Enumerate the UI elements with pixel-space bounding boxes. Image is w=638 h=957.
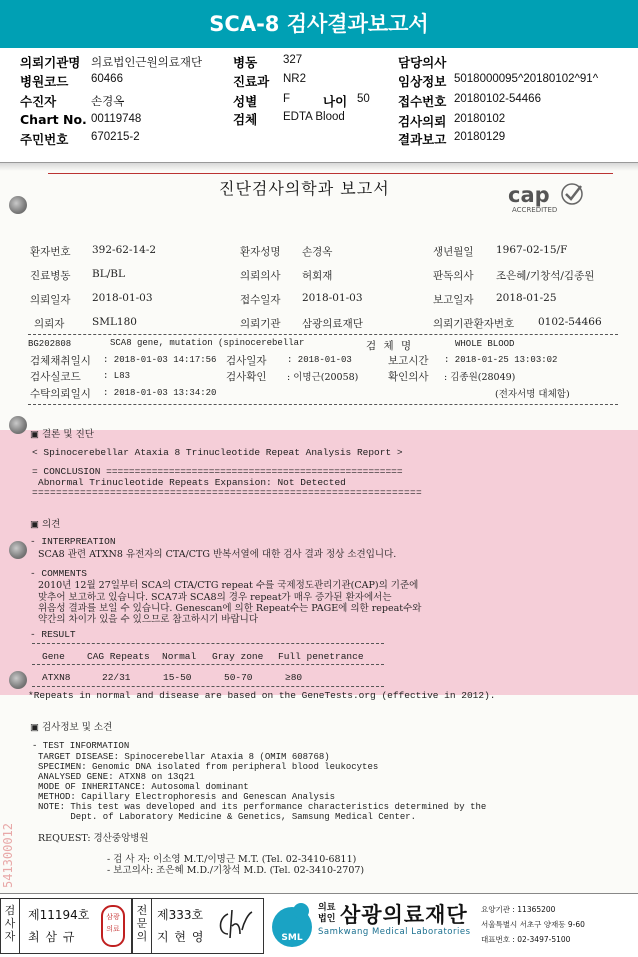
svg-text:541300012: 541300012 (1, 822, 15, 888)
section-conclusion-diagnosis: ▣ 결론 및 진단 (30, 429, 94, 440)
comments-header: - COMMENTS (30, 568, 88, 579)
svg-text:SML: SML (281, 933, 303, 943)
result-table-bottom-rule (32, 686, 384, 687)
svg-text:의료: 의료 (106, 925, 120, 933)
label-entrust-time: 수탁의뢰일시 (30, 388, 91, 400)
section-test-info: ▣ 검사정보 및 소견 (30, 722, 113, 733)
label-receipt-date: 접수일자 (240, 294, 281, 306)
contact-line: 요양기관 : 11365200 (481, 905, 556, 914)
label-patient: 수진자 (20, 94, 57, 109)
label-confirm-doctor: 확인의사 (388, 371, 429, 383)
result-col-header: Gray zone (212, 651, 264, 662)
value-request-date: 2018-01-03 (92, 292, 153, 304)
value-report-date: 20180129 (454, 131, 506, 143)
analysis-report-title: < Spinocerebellar Ataxia 8 Trinucleotide Repeat Analysis Report > (32, 447, 403, 458)
result-col-header: Normal (162, 651, 197, 662)
label-test-confirm: 검사확인 (226, 371, 267, 383)
org-contact-info (481, 902, 585, 947)
repeat-footnote: *Repeats in normal and disease are based on the GeneTests.org (effective in 2012). (28, 690, 496, 701)
test-info-line: Dept. of Laboratory Medicine & Genetics, Samsung Medical Center. (38, 812, 417, 822)
reporter-line: - 보고의사: 조은혜 M.D./기창석 M.D. (Tel. 02-3410-2707) (107, 865, 365, 876)
value-ward: BL/BL (92, 268, 125, 280)
value-entrust-time: : 2018-01-03 13:34:20 (103, 388, 217, 398)
label-chart-no: Chart No. (20, 112, 87, 127)
electronic-signature-note: (전자서명 대체함) (495, 389, 570, 400)
examiner-name: 최 삼 규 (28, 930, 76, 944)
scan-shadow (0, 163, 638, 171)
result-col-header: Full penetrance (278, 651, 364, 662)
label-birth-date: 생년월일 (433, 246, 474, 258)
interpretation-text: SCA8 관련 ATXN8 유전자의 CTA/CTG 반복서열에 대한 검사 결과 정상 소견입니다. (38, 549, 397, 560)
value-requesting-institution: 삼광의료재단 (302, 318, 363, 330)
value-reading-doctor: 조은혜/기창석/김종원 (496, 270, 595, 282)
contact-line: 서울특별시 서초구 양재동 9-60 (481, 920, 585, 929)
test-info-line: TARGET DISEASE: Spinocerebellar Ataxia 8 (OMIM 608768) (38, 752, 330, 762)
label-institution-patient-no: 의뢰기관환자번호 (433, 318, 515, 330)
org-name: 삼광의료재단 (340, 903, 468, 927)
binder-hole (9, 671, 27, 689)
value-report-time: : 2018-01-25 13:03:02 (444, 355, 558, 365)
label-age: 나이 (323, 94, 348, 109)
comments-line: 맞추어 보고하고 있습니다. SCA7과 SCA8의 경우 repeat가 매우 증가된 환자에서는 (38, 592, 392, 603)
org-prefix-line: 법인 (318, 914, 336, 924)
conclusion-text: Abnormal Trinucleotide Repeats Expansion: Not Detected (38, 477, 346, 488)
label-test-date: 검사일자 (226, 355, 267, 367)
report-heading: 진단검사의학과 보고서 (219, 179, 390, 198)
binder-hole (9, 416, 27, 434)
test-code: BG202808 (28, 339, 72, 349)
value-chart-no: 00119748 (91, 113, 142, 125)
value-patient: 손경옥 (91, 96, 125, 108)
value-request-date: 20180102 (454, 113, 506, 125)
label-request-date: 의뢰일자 (30, 294, 71, 306)
red-seal-stamp (100, 904, 126, 948)
value-confirm-doctor: : 김종원(28049) (444, 372, 516, 383)
value-birth-date: 1967-02-15/F (496, 244, 568, 256)
org-prefix (318, 903, 335, 925)
examiner-vertical-label: 검사자 (4, 904, 16, 943)
label-clinical-info: 임상정보 (398, 74, 447, 89)
footer-separator (19, 899, 20, 953)
signature-icon (214, 904, 260, 944)
specialist-vertical-label: 전문의 (136, 904, 148, 943)
label-institution: 의뢰기관명 (20, 55, 81, 70)
value-test-date: : 2018-01-03 (287, 355, 352, 365)
binder-hole (9, 196, 27, 214)
value-receipt-no: 20180102-54466 (454, 93, 541, 105)
test-info-line: ANALYSED GENE: ATXN8 on 13q21 (38, 772, 195, 782)
result-col-header: Gene (42, 651, 65, 662)
value-age: 50 (357, 93, 370, 105)
specialist-name: 지 현 영 (157, 930, 205, 944)
value-ward: 327 (283, 54, 303, 66)
test-info-line: SPECIMEN: Genomic DNA isolated from peripheral blood leukocytes (38, 762, 379, 772)
value-specimen-name: WHOLE BLOOD (455, 339, 515, 349)
label-ward: 병동 (233, 55, 258, 70)
label-report-date: 결과보고 (398, 132, 447, 147)
org-prefix-line: 의료 (318, 903, 336, 913)
value-institution: 의료법인근원의료재단 (91, 57, 203, 69)
label-requesting-institution: 의뢰기관 (240, 318, 281, 330)
label-hospital-code: 병원코드 (20, 74, 69, 89)
result-cell: ≥80 (285, 672, 303, 683)
test-info-line: NOTE: This test was developed and its performance characteristics determined by the (38, 802, 487, 812)
label-receipt-no: 접수번호 (398, 94, 447, 109)
svg-text:삼광: 삼광 (106, 913, 120, 921)
test-info-line: MODE OF INHERITANCE: Autosomal dominant (38, 782, 249, 792)
org-english-name: Samkwang Medical Laboratories (318, 927, 471, 937)
label-resident-no: 주민번호 (20, 132, 69, 147)
label-request-date: 검사의뢰 (398, 114, 447, 129)
examiner-line: - 검 사 자: 이소영 M.T./이명근 M.T. (Tel. 02-3410-6811) (107, 854, 357, 865)
value-receipt-date: 2018-01-03 (302, 292, 363, 304)
cap-accredited-logo (506, 180, 590, 216)
result-col-header: CAG Repeats (87, 651, 150, 662)
value-collection-time: : 2018-01-03 14:17:56 (103, 355, 217, 365)
conclusion-footer: ================================================================= (32, 487, 423, 498)
detail-divider (28, 404, 618, 405)
vertical-stamp-number (0, 800, 18, 890)
label-report-time: 보고시간 (388, 355, 429, 367)
info-divider (28, 334, 618, 335)
label-lab-code: 검사실코드 (30, 371, 81, 383)
value-resident-no: 670215-2 (91, 131, 140, 143)
sml-logo-icon (268, 900, 316, 950)
conclusion-header: = CONCLUSION ==================================================== (32, 466, 403, 477)
label-specimen: 검체 (233, 112, 258, 127)
value-sex: F (283, 93, 291, 105)
label-report-date: 보고일자 (433, 294, 474, 306)
label-sex: 성별 (233, 94, 258, 109)
result-header: - RESULT (30, 629, 76, 640)
value-hospital-code: 60466 (91, 73, 123, 85)
value-requester: SML180 (92, 316, 137, 328)
label-patient-number: 환자번호 (30, 246, 71, 258)
comments-line: 2010년 12월 27일부터 SCA의 CTA/CTG repeat 수를 국제정도관리기관(CAP)의 기준에 (38, 580, 419, 591)
value-specimen: EDTA Blood (283, 111, 345, 123)
comments-line: 약간의 차이가 있을 수 있으므로 참고하시기 바랍니다 (38, 614, 259, 625)
result-cell: 15-50 (163, 672, 192, 683)
label-requesting-doctor: 의뢰의사 (240, 270, 281, 282)
value-institution-patient-no: 0102-54466 (538, 316, 602, 328)
test-name: SCA8 gene, mutation (spinocerebellar (110, 338, 305, 348)
test-info-line: METHOD: Capillary Electrophoresis and Genescan Analysis (38, 792, 336, 802)
result-cell: 22/31 (102, 672, 131, 683)
cap-logo-text: cap (508, 183, 550, 207)
request-line: REQUEST: 경산중앙병원 (38, 833, 149, 844)
label-reading-doctor: 판독의사 (433, 270, 474, 282)
footer-separator (151, 899, 152, 953)
result-cell: ATXN8 (42, 672, 71, 683)
result-table-top-rule (32, 643, 384, 644)
value-department: NR2 (283, 73, 307, 85)
specialist-license-number: 제333호 (157, 908, 204, 922)
label-ward: 진료병동 (30, 270, 71, 282)
red-rule (48, 173, 613, 174)
footer (0, 893, 638, 957)
result-cell: 50-70 (224, 672, 253, 683)
value-patient-number: 392-62-14-2 (92, 244, 157, 256)
value-requesting-doctor: 허회재 (302, 270, 333, 282)
report-title-bar: SCA-8 검사결과보고서 (0, 0, 638, 48)
label-doctor: 담당의사 (398, 55, 447, 70)
value-test-confirm: : 이명근(20058) (287, 372, 359, 383)
value-patient-name: 손경옥 (302, 246, 333, 258)
cap-logo-sub: ACCREDITED (512, 206, 558, 214)
label-patient-name: 환자성명 (240, 246, 281, 258)
contact-line: 대표번호 : 02-3497-5100 (481, 935, 571, 944)
interpretation-header: - INTERPREATION (30, 536, 116, 547)
value-lab-code: : L83 (103, 371, 131, 381)
test-info-header: - TEST INFORMATION (32, 741, 130, 751)
examiner-license-number: 제11194호 (28, 908, 90, 922)
label-specimen-name: 검 체 명 (366, 340, 414, 352)
section-opinion: ▣ 의견 (30, 519, 61, 530)
label-department: 진료과 (233, 74, 270, 89)
comments-line: 위음성 결과를 보일 수 있습니다. Genescan에 의한 Repeat수는 PAGE에 의한 repeat수와 (38, 603, 422, 614)
label-collection-time: 검체채취일시 (30, 355, 91, 367)
label-requester: 의뢰자 (34, 318, 65, 330)
binder-hole (9, 541, 27, 559)
value-report-date: 2018-01-25 (496, 292, 557, 304)
result-table-mid-rule (32, 664, 384, 665)
value-clinical-info: 5018000095^20180102^91^ (454, 73, 599, 85)
